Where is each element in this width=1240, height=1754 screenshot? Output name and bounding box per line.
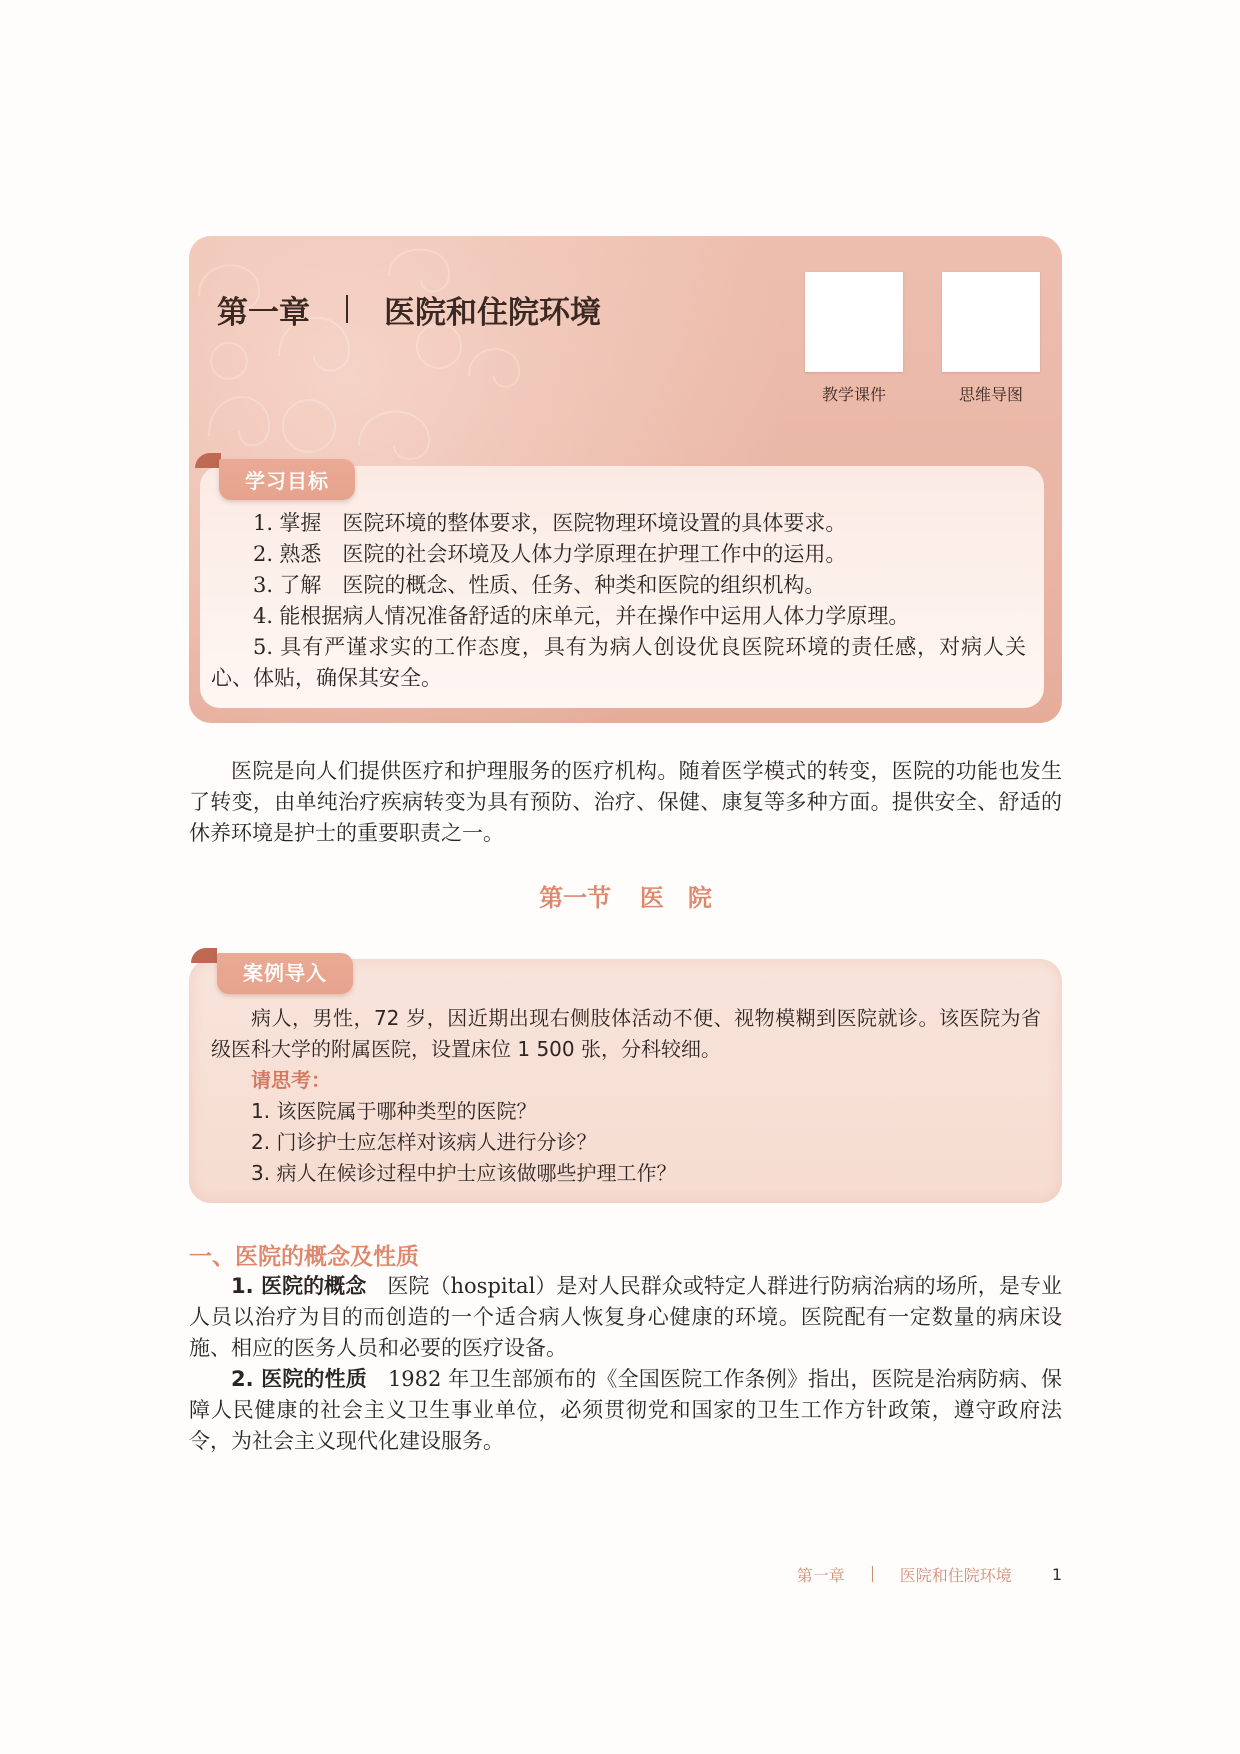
chapter-name: 医院和住院环境 xyxy=(384,294,601,331)
objective-text: 医院的社会环境及人体力学原理在护理工作中的运用。 xyxy=(342,542,847,566)
cloud-swirl xyxy=(209,397,269,445)
qr-label-mindmap: 思维导图 xyxy=(958,385,1023,404)
section-title xyxy=(189,884,1062,912)
title-divider xyxy=(346,295,348,323)
objective-item xyxy=(211,601,1026,632)
objective-item xyxy=(211,508,1026,539)
topic-paragraph xyxy=(189,1364,1062,1457)
case-description: 病人，男性，72 岁，因近期出现右侧肢体活动不便、视物模糊到医院就诊。该医院为省级医科大学的附属医院，设置床位 1 500 张，分科较细。 xyxy=(211,1006,1041,1061)
objective-level: 掌握 xyxy=(279,511,322,535)
paragraph-text: 1982 年卫生部颁布的《全国医院工作条例》指出，医院是治病防病、保障人民健康的社会主义卫生事业单位，必须贯彻党和国家的卫生工作方针政策，遵守政府法令，为社会主义现代化建设服务。 xyxy=(189,1367,1062,1453)
chapter-header xyxy=(189,236,1062,723)
qr-code-mindmap xyxy=(942,272,1040,372)
section-name: 医院 xyxy=(639,884,736,912)
objective-number: 4. xyxy=(253,604,274,628)
topic-heading: 一、医院的概念及性质 xyxy=(189,1244,419,1270)
objective-text: 具有严谨求实的工作态度，具有为病人创设优良医院环境的责任感，对病人关心、体贴，确保其安全。 xyxy=(211,635,1026,690)
paragraph-label: 1. 医院的概念 xyxy=(231,1274,367,1298)
paragraph-label: 2. 医院的性质 xyxy=(231,1367,367,1391)
objective-item xyxy=(211,570,1026,601)
page-number: 1 xyxy=(1051,1564,1062,1584)
footer-title: 医院和住院环境 xyxy=(899,1565,1012,1585)
cloud-ring xyxy=(283,400,335,452)
case-question: 2. 门诊护士应怎样对该病人进行分诊？ xyxy=(251,1130,597,1154)
objective-text: 能根据病人情况准备舒适的床单元，并在操作中运用人体力学原理。 xyxy=(279,604,910,628)
section-number: 第一节 xyxy=(539,884,612,912)
objectives-tab: 学习目标 xyxy=(219,459,355,500)
chapter-number: 第一章 xyxy=(217,294,310,331)
case-prompt: 请思考： xyxy=(251,1068,331,1092)
qr-code-courseware xyxy=(805,272,903,372)
cloud-swirl xyxy=(469,349,519,387)
objectives-panel xyxy=(200,466,1044,708)
topic-paragraph xyxy=(189,1271,1062,1364)
case-tab: 案例导入 xyxy=(217,953,353,994)
paragraph-text: 医院（hospital）是对人民群众或特定人群进行防病治病的场所，是专业人员以治疗为目的而创造的一个适合病人恢复身心健康的环境。医院配有一定数量的病床设施、相应的医务人员和必要的医疗设备。 xyxy=(189,1274,1062,1360)
objective-text: 医院的概念、性质、任务、种类和医院的组织机构。 xyxy=(342,573,826,597)
objective-number: 5. xyxy=(253,635,274,659)
objective-level: 了解 xyxy=(279,573,322,597)
objective-item xyxy=(211,539,1026,570)
objective-number: 1. xyxy=(253,511,274,535)
objective-number: 2. xyxy=(253,542,274,566)
qr-label-courseware: 教学课件 xyxy=(821,385,886,404)
cloud-swirl xyxy=(389,249,449,291)
case-question: 3. 病人在候诊过程中护士应该做哪些护理工作？ xyxy=(251,1161,677,1185)
ribbon-fold xyxy=(191,948,217,963)
page-content xyxy=(189,236,1062,1457)
objective-item xyxy=(211,632,1026,694)
cloud-ring xyxy=(211,343,247,379)
objective-level: 熟悉 xyxy=(279,542,322,566)
intro-paragraph: 医院是向人们提供医疗和护理服务的医疗机构。随着医学模式的转变，医院的功能也发生了转变，由单纯治疗疾病转变为具有预防、治疗、保健、康复等多种方面。提供安全、舒适的休养环境是护士的重要职责之一。 xyxy=(189,759,1062,845)
cloud-pattern xyxy=(189,236,659,466)
footer-chapter: 第一章 xyxy=(796,1565,845,1585)
objective-text: 医院环境的整体要求，医院物理环境设置的具体要求。 xyxy=(342,511,847,535)
cloud-swirl xyxy=(359,412,429,459)
footer-divider xyxy=(872,1566,873,1582)
chapter-title xyxy=(217,291,601,331)
case-box xyxy=(189,959,1062,1203)
objective-number: 3. xyxy=(253,573,274,597)
page-footer xyxy=(797,1562,1062,1586)
case-question: 1. 该医院属于哪种类型的医院？ xyxy=(251,1099,537,1123)
